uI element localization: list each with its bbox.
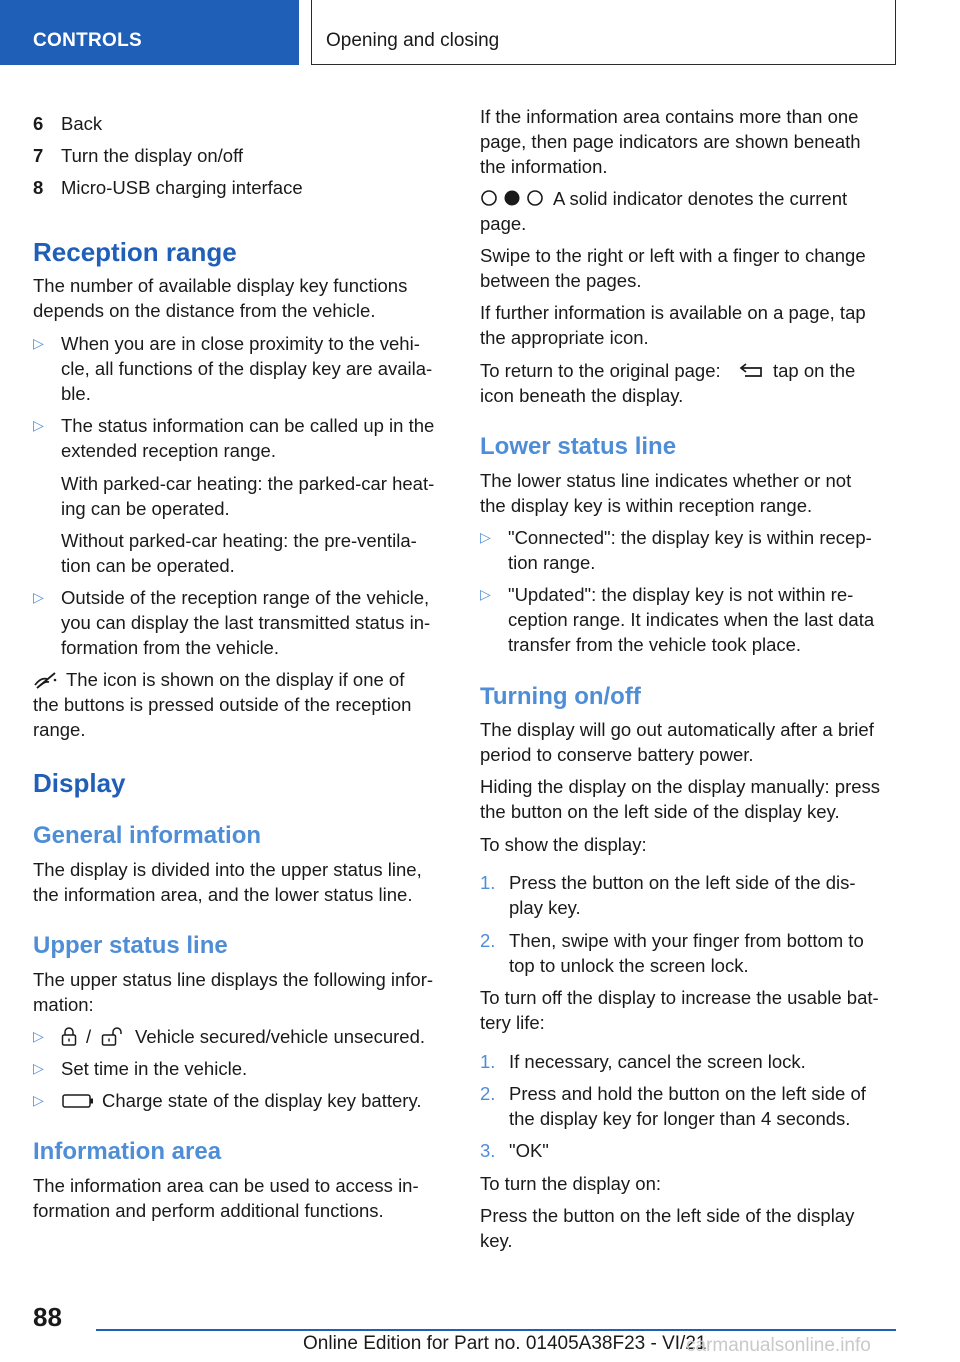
paragraph: icon beneath the display.: [480, 385, 684, 406]
item-number: 8: [33, 177, 44, 198]
paragraph: page.: [480, 213, 527, 234]
heading-lower-status-line: Lower status line: [480, 433, 677, 460]
step-number: 2.: [480, 1083, 496, 1104]
bullet-triangle-icon: ▷: [33, 335, 44, 351]
paragraph: Press the button on the left side of the display: [480, 1205, 855, 1226]
bullet-triangle-icon: ▷: [480, 529, 491, 545]
bullet-text: transfer from the vehicle took place.: [508, 634, 802, 655]
paragraph: the buttons is pressed outside of the reception: [33, 694, 412, 715]
bullet-text: extended reception range.: [61, 440, 276, 461]
bullet-text: formation from the vehicle.: [61, 637, 279, 658]
paragraph: To return to the original page:: [480, 360, 721, 381]
paragraph: tap on the: [773, 360, 856, 381]
bullet-triangle-icon: ▷: [33, 1060, 44, 1076]
bullet-text: Set time in the vehicle.: [61, 1058, 248, 1079]
heading-information-area: Information area: [33, 1138, 222, 1165]
step-text: Press and hold the button on the left side of: [509, 1083, 866, 1104]
step-number: 3.: [480, 1140, 496, 1161]
heading-reception-range: Reception range: [33, 237, 237, 267]
paragraph: the information area, and the lower status line.: [33, 884, 413, 905]
item-number: 7: [33, 145, 44, 166]
paragraph: the information.: [480, 156, 608, 177]
battery-icon: [62, 1093, 94, 1109]
paragraph: the display key is within reception range.: [480, 495, 813, 516]
bullet-text: ception range. It indicates when the last data: [508, 609, 875, 630]
bullet-text: "Connected": the display key is within recep-: [508, 527, 872, 548]
heading-display: Display: [33, 768, 126, 798]
paragraph: To turn off the display to increase the usable bat-: [480, 987, 879, 1008]
step-text: the display key for longer than 4 seconds.: [509, 1108, 851, 1129]
heading-upper-status-line: Upper status line: [33, 932, 228, 959]
separator-slash: /: [86, 1026, 92, 1047]
paragraph: The display is divided into the upper status line,: [33, 859, 422, 880]
paragraph: The icon is shown on the display if one of: [66, 669, 405, 690]
bullet-subtext: Without parked-car heating: the pre-ventila-: [61, 530, 417, 551]
paragraph: To turn the display on:: [480, 1173, 661, 1194]
paragraph: depends on the distance from the vehicle.: [33, 300, 376, 321]
step-number: 1.: [480, 872, 496, 893]
lock-closed-icon: [61, 1026, 77, 1046]
paragraph: period to conserve battery power.: [480, 744, 754, 765]
out-of-range-icon: [33, 671, 59, 689]
bullet-text: "Updated": the display key is not within re-: [508, 584, 854, 605]
bullet-subtext: ing can be operated.: [61, 498, 230, 519]
bullet-text: The status information can be called up in the: [61, 415, 435, 436]
paragraph: If further information is available on a page, tap: [480, 302, 866, 323]
bullet-triangle-icon: ▷: [33, 1092, 44, 1108]
step-text: Then, swipe with your finger from bottom to: [509, 930, 864, 951]
paragraph: key.: [480, 1230, 513, 1251]
item-text: Turn the display on/off: [61, 145, 244, 166]
step-number: 2.: [480, 930, 496, 951]
paragraph: The display will go out automatically after a brief: [480, 719, 874, 740]
bullet-triangle-icon: ▷: [33, 589, 44, 605]
watermark: carmanualsonline.info: [686, 1335, 871, 1356]
lock-open-icon: [101, 1026, 125, 1046]
heading-turning-on-off: Turning on/off: [480, 683, 641, 710]
bullet-triangle-icon: ▷: [480, 586, 491, 602]
paragraph: If the information area contains more than one: [480, 106, 859, 127]
bullet-subtext: With parked-car heating: the parked-car heat-: [61, 473, 435, 494]
bullet-text: When you are in close proximity to the vehi-: [61, 333, 420, 354]
paragraph: The lower status line indicates whether or not: [480, 470, 852, 491]
step-text: "OK": [509, 1140, 549, 1161]
paragraph: mation:: [33, 994, 94, 1015]
paragraph: the button on the left side of the display key.: [480, 801, 840, 822]
paragraph: formation and perform additional functions.: [33, 1200, 384, 1221]
step-text: top to unlock the screen lock.: [509, 955, 749, 976]
item-text: Micro-USB charging interface: [61, 177, 303, 198]
paragraph: page, then page indicators are shown beneath: [480, 131, 861, 152]
footer-divider: [96, 1329, 896, 1331]
bullet-triangle-icon: ▷: [33, 1028, 44, 1044]
bullet-triangle-icon: ▷: [33, 417, 44, 433]
paragraph: the appropriate icon.: [480, 327, 649, 348]
page-number: 88: [33, 1302, 62, 1332]
step-number: 1.: [480, 1051, 496, 1072]
paragraph: The number of available display key functions: [33, 275, 408, 296]
paragraph: The upper status line displays the following infor-: [33, 969, 434, 990]
bullet-text: Outside of the reception range of the vehicle,: [61, 587, 430, 608]
bullet-text: Vehicle secured/vehicle unsecured.: [135, 1026, 426, 1047]
step-text: play key.: [509, 897, 581, 918]
heading-general-information: General information: [33, 822, 262, 849]
paragraph: tery life:: [480, 1012, 545, 1033]
paragraph: Swipe to the right or left with a finger to change: [480, 245, 866, 266]
chapter-title: Opening and closing: [326, 30, 500, 51]
page-indicator-icon: [480, 189, 546, 207]
paragraph: To show the display:: [480, 834, 647, 855]
item-text: Back: [61, 113, 103, 134]
paragraph: Hiding the display on the display manually: press: [480, 776, 881, 797]
bullet-text: cle, all functions of the display key are availa-: [61, 358, 433, 379]
bullet-text: Charge state of the display key battery.: [102, 1090, 422, 1111]
paragraph: between the pages.: [480, 270, 642, 291]
paragraph: The information area can be used to access in-: [33, 1175, 419, 1196]
bullet-text: tion range.: [508, 552, 596, 573]
chapter-tab: [311, 0, 896, 65]
section-tab: [0, 0, 299, 65]
item-number: 6: [33, 113, 44, 134]
back-arrow-icon: [737, 361, 767, 379]
paragraph: range.: [33, 719, 86, 740]
step-text: Press the button on the left side of the dis-: [509, 872, 856, 893]
section-title: CONTROLS: [33, 30, 143, 51]
bullet-subtext: tion can be operated.: [61, 555, 235, 576]
step-text: If necessary, cancel the screen lock.: [509, 1051, 806, 1072]
bullet-text: ble.: [61, 383, 91, 404]
edition-note: Online Edition for Part no. 01405A38F23 - VI/21: [303, 1333, 707, 1354]
bullet-text: you can display the last transmitted status in-: [61, 612, 431, 633]
paragraph: A solid indicator denotes the current: [553, 188, 848, 209]
